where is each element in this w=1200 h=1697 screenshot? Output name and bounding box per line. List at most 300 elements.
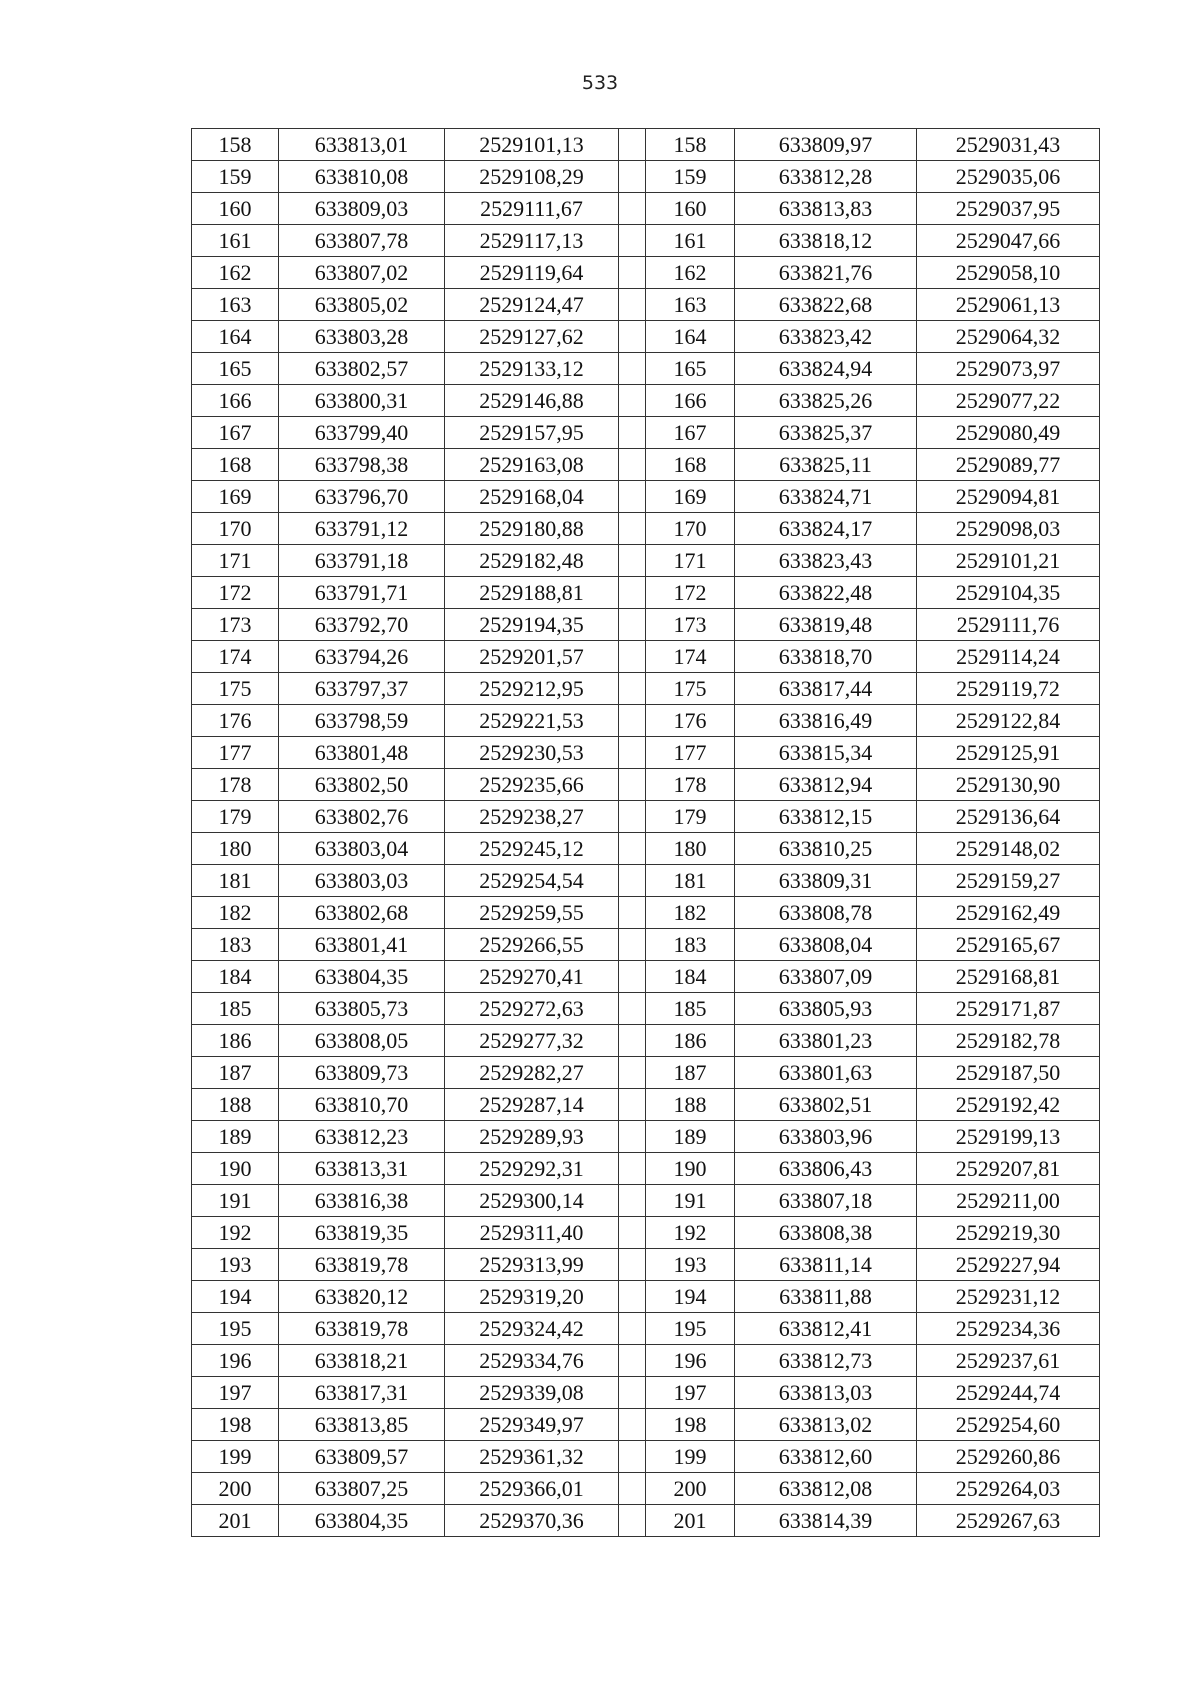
table-row	[192, 353, 1100, 385]
table-row	[192, 1505, 1100, 1537]
x-coordinate-cell: 633823,42	[735, 321, 917, 353]
table-row	[192, 225, 1100, 257]
point-number-cell: 165	[192, 353, 279, 385]
x-coordinate-cell: 633808,05	[279, 1025, 445, 1057]
point-number-cell: 187	[646, 1057, 735, 1089]
y-coordinate-cell: 2529165,67	[917, 929, 1100, 961]
point-number-cell: 195	[192, 1313, 279, 1345]
y-coordinate-cell: 2529080,49	[917, 417, 1100, 449]
point-number-cell: 196	[646, 1345, 735, 1377]
x-coordinate-cell: 633822,68	[735, 289, 917, 321]
x-coordinate-cell: 633807,78	[279, 225, 445, 257]
spacer-cell	[619, 1345, 646, 1377]
x-coordinate-cell: 633802,50	[279, 769, 445, 801]
spacer-cell	[619, 961, 646, 993]
y-coordinate-cell: 2529194,35	[445, 609, 619, 641]
y-coordinate-cell: 2529037,95	[917, 193, 1100, 225]
table-row	[192, 737, 1100, 769]
y-coordinate-cell: 2529245,12	[445, 833, 619, 865]
spacer-cell	[619, 609, 646, 641]
x-coordinate-cell: 633812,08	[735, 1473, 917, 1505]
table-row	[192, 513, 1100, 545]
point-number-cell: 159	[192, 161, 279, 193]
table-row	[192, 1441, 1100, 1473]
point-number-cell: 171	[646, 545, 735, 577]
x-coordinate-cell: 633811,88	[735, 1281, 917, 1313]
point-number-cell: 192	[646, 1217, 735, 1249]
y-coordinate-cell: 2529207,81	[917, 1153, 1100, 1185]
x-coordinate-cell: 633820,12	[279, 1281, 445, 1313]
x-coordinate-cell: 633805,02	[279, 289, 445, 321]
spacer-cell	[619, 161, 646, 193]
x-coordinate-cell: 633818,21	[279, 1345, 445, 1377]
x-coordinate-cell: 633803,28	[279, 321, 445, 353]
point-number-cell: 191	[646, 1185, 735, 1217]
table-row	[192, 769, 1100, 801]
table-row	[192, 1345, 1100, 1377]
x-coordinate-cell: 633818,70	[735, 641, 917, 673]
point-number-cell: 193	[192, 1249, 279, 1281]
x-coordinate-cell: 633819,35	[279, 1217, 445, 1249]
x-coordinate-cell: 633798,38	[279, 449, 445, 481]
table-row	[192, 865, 1100, 897]
table-row	[192, 1153, 1100, 1185]
x-coordinate-cell: 633800,31	[279, 385, 445, 417]
spacer-cell	[619, 1441, 646, 1473]
x-coordinate-cell: 633802,68	[279, 897, 445, 929]
x-coordinate-cell: 633802,76	[279, 801, 445, 833]
spacer-cell	[619, 673, 646, 705]
x-coordinate-cell: 633812,23	[279, 1121, 445, 1153]
point-number-cell: 183	[192, 929, 279, 961]
table-row	[192, 385, 1100, 417]
point-number-cell: 188	[192, 1089, 279, 1121]
spacer-cell	[619, 1249, 646, 1281]
x-coordinate-cell: 633802,57	[279, 353, 445, 385]
y-coordinate-cell: 2529094,81	[917, 481, 1100, 513]
spacer-cell	[619, 513, 646, 545]
spacer-cell	[619, 801, 646, 833]
spacer-cell	[619, 321, 646, 353]
table-row	[192, 1249, 1100, 1281]
x-coordinate-cell: 633824,17	[735, 513, 917, 545]
spacer-cell	[619, 193, 646, 225]
y-coordinate-cell: 2529111,76	[917, 609, 1100, 641]
y-coordinate-cell: 2529089,77	[917, 449, 1100, 481]
x-coordinate-cell: 633813,31	[279, 1153, 445, 1185]
y-coordinate-cell: 2529230,53	[445, 737, 619, 769]
point-number-cell: 177	[646, 737, 735, 769]
y-coordinate-cell: 2529182,48	[445, 545, 619, 577]
y-coordinate-cell: 2529235,66	[445, 769, 619, 801]
spacer-cell	[619, 993, 646, 1025]
x-coordinate-cell: 633799,40	[279, 417, 445, 449]
point-number-cell: 185	[646, 993, 735, 1025]
spacer-cell	[619, 1473, 646, 1505]
y-coordinate-cell: 2529272,63	[445, 993, 619, 1025]
point-number-cell: 184	[192, 961, 279, 993]
x-coordinate-cell: 633804,35	[279, 1505, 445, 1537]
y-coordinate-cell: 2529244,74	[917, 1377, 1100, 1409]
y-coordinate-cell: 2529313,99	[445, 1249, 619, 1281]
y-coordinate-cell: 2529324,42	[445, 1313, 619, 1345]
point-number-cell: 170	[192, 513, 279, 545]
x-coordinate-cell: 633812,28	[735, 161, 917, 193]
x-coordinate-cell: 633804,35	[279, 961, 445, 993]
y-coordinate-cell: 2529104,35	[917, 577, 1100, 609]
point-number-cell: 162	[646, 257, 735, 289]
spacer-cell	[619, 449, 646, 481]
table-row	[192, 961, 1100, 993]
x-coordinate-cell: 633815,34	[735, 737, 917, 769]
y-coordinate-cell: 2529339,08	[445, 1377, 619, 1409]
x-coordinate-cell: 633816,49	[735, 705, 917, 737]
point-number-cell: 166	[646, 385, 735, 417]
table-row	[192, 1089, 1100, 1121]
x-coordinate-cell: 633805,93	[735, 993, 917, 1025]
point-number-cell: 168	[192, 449, 279, 481]
table-row	[192, 1185, 1100, 1217]
y-coordinate-cell: 2529077,22	[917, 385, 1100, 417]
x-coordinate-cell: 633801,63	[735, 1057, 917, 1089]
y-coordinate-cell: 2529231,12	[917, 1281, 1100, 1313]
spacer-cell	[619, 1313, 646, 1345]
x-coordinate-cell: 633803,96	[735, 1121, 917, 1153]
point-number-cell: 181	[646, 865, 735, 897]
point-number-cell: 197	[646, 1377, 735, 1409]
point-number-cell: 174	[192, 641, 279, 673]
spacer-cell	[619, 1121, 646, 1153]
point-number-cell: 176	[192, 705, 279, 737]
y-coordinate-cell: 2529180,88	[445, 513, 619, 545]
point-number-cell: 189	[192, 1121, 279, 1153]
x-coordinate-cell: 633807,02	[279, 257, 445, 289]
x-coordinate-cell: 633809,97	[735, 129, 917, 161]
x-coordinate-cell: 633809,31	[735, 865, 917, 897]
y-coordinate-cell: 2529162,49	[917, 897, 1100, 929]
spacer-cell	[619, 897, 646, 929]
point-number-cell: 201	[192, 1505, 279, 1537]
point-number-cell: 171	[192, 545, 279, 577]
point-number-cell: 158	[646, 129, 735, 161]
y-coordinate-cell: 2529171,87	[917, 993, 1100, 1025]
point-number-cell: 161	[192, 225, 279, 257]
x-coordinate-cell: 633797,37	[279, 673, 445, 705]
y-coordinate-cell: 2529188,81	[445, 577, 619, 609]
x-coordinate-cell: 633809,73	[279, 1057, 445, 1089]
point-number-cell: 170	[646, 513, 735, 545]
y-coordinate-cell: 2529111,67	[445, 193, 619, 225]
table-row	[192, 929, 1100, 961]
y-coordinate-cell: 2529319,20	[445, 1281, 619, 1313]
x-coordinate-cell: 633798,59	[279, 705, 445, 737]
spacer-cell	[619, 545, 646, 577]
point-number-cell: 196	[192, 1345, 279, 1377]
point-number-cell: 190	[192, 1153, 279, 1185]
y-coordinate-cell: 2529182,78	[917, 1025, 1100, 1057]
spacer-cell	[619, 1089, 646, 1121]
table-row	[192, 545, 1100, 577]
point-number-cell: 177	[192, 737, 279, 769]
x-coordinate-cell: 633817,44	[735, 673, 917, 705]
x-coordinate-cell: 633813,03	[735, 1377, 917, 1409]
table-row	[192, 673, 1100, 705]
point-number-cell: 199	[646, 1441, 735, 1473]
x-coordinate-cell: 633812,15	[735, 801, 917, 833]
y-coordinate-cell: 2529117,13	[445, 225, 619, 257]
x-coordinate-cell: 633812,73	[735, 1345, 917, 1377]
point-number-cell: 164	[646, 321, 735, 353]
y-coordinate-cell: 2529035,06	[917, 161, 1100, 193]
point-number-cell: 175	[646, 673, 735, 705]
spacer-cell	[619, 929, 646, 961]
point-number-cell: 199	[192, 1441, 279, 1473]
point-number-cell: 188	[646, 1089, 735, 1121]
point-number-cell: 194	[192, 1281, 279, 1313]
spacer-cell	[619, 1185, 646, 1217]
x-coordinate-cell: 633801,41	[279, 929, 445, 961]
y-coordinate-cell: 2529168,04	[445, 481, 619, 513]
spacer-cell	[619, 1153, 646, 1185]
x-coordinate-cell: 633819,78	[279, 1249, 445, 1281]
spacer-cell	[619, 1281, 646, 1313]
x-coordinate-cell: 633807,25	[279, 1473, 445, 1505]
spacer-cell	[619, 1057, 646, 1089]
x-coordinate-cell: 633821,76	[735, 257, 917, 289]
y-coordinate-cell: 2529370,36	[445, 1505, 619, 1537]
y-coordinate-cell: 2529211,00	[917, 1185, 1100, 1217]
table-row	[192, 1313, 1100, 1345]
table-row	[192, 1217, 1100, 1249]
point-number-cell: 184	[646, 961, 735, 993]
point-number-cell: 200	[192, 1473, 279, 1505]
y-coordinate-cell: 2529125,91	[917, 737, 1100, 769]
x-coordinate-cell: 633813,01	[279, 129, 445, 161]
x-coordinate-cell: 633819,48	[735, 609, 917, 641]
spacer-cell	[619, 385, 646, 417]
y-coordinate-cell: 2529254,54	[445, 865, 619, 897]
spacer-cell	[619, 641, 646, 673]
y-coordinate-cell: 2529119,64	[445, 257, 619, 289]
point-number-cell: 169	[192, 481, 279, 513]
x-coordinate-cell: 633806,43	[735, 1153, 917, 1185]
coordinates-table	[191, 128, 1100, 1537]
x-coordinate-cell: 633791,18	[279, 545, 445, 577]
y-coordinate-cell: 2529159,27	[917, 865, 1100, 897]
x-coordinate-cell: 633803,04	[279, 833, 445, 865]
y-coordinate-cell: 2529199,13	[917, 1121, 1100, 1153]
y-coordinate-cell: 2529031,43	[917, 129, 1100, 161]
x-coordinate-cell: 633808,04	[735, 929, 917, 961]
y-coordinate-cell: 2529101,13	[445, 129, 619, 161]
table-row	[192, 609, 1100, 641]
x-coordinate-cell: 633824,94	[735, 353, 917, 385]
point-number-cell: 198	[646, 1409, 735, 1441]
table-row	[192, 993, 1100, 1025]
point-number-cell: 198	[192, 1409, 279, 1441]
table-row	[192, 801, 1100, 833]
point-number-cell: 178	[192, 769, 279, 801]
point-number-cell: 163	[646, 289, 735, 321]
y-coordinate-cell: 2529311,40	[445, 1217, 619, 1249]
point-number-cell: 165	[646, 353, 735, 385]
spacer-cell	[619, 577, 646, 609]
point-number-cell: 172	[646, 577, 735, 609]
x-coordinate-cell: 633825,26	[735, 385, 917, 417]
y-coordinate-cell: 2529277,32	[445, 1025, 619, 1057]
x-coordinate-cell: 633812,41	[735, 1313, 917, 1345]
table-row	[192, 1409, 1100, 1441]
x-coordinate-cell: 633818,12	[735, 225, 917, 257]
y-coordinate-cell: 2529212,95	[445, 673, 619, 705]
y-coordinate-cell: 2529136,64	[917, 801, 1100, 833]
y-coordinate-cell: 2529259,55	[445, 897, 619, 929]
y-coordinate-cell: 2529187,50	[917, 1057, 1100, 1089]
point-number-cell: 189	[646, 1121, 735, 1153]
x-coordinate-cell: 633810,25	[735, 833, 917, 865]
y-coordinate-cell: 2529282,27	[445, 1057, 619, 1089]
table-row	[192, 705, 1100, 737]
y-coordinate-cell: 2529292,31	[445, 1153, 619, 1185]
table-row	[192, 897, 1100, 929]
point-number-cell: 186	[646, 1025, 735, 1057]
y-coordinate-cell: 2529219,30	[917, 1217, 1100, 1249]
x-coordinate-cell: 633808,38	[735, 1217, 917, 1249]
point-number-cell: 182	[646, 897, 735, 929]
spacer-cell	[619, 865, 646, 897]
x-coordinate-cell: 633792,70	[279, 609, 445, 641]
point-number-cell: 183	[646, 929, 735, 961]
y-coordinate-cell: 2529061,13	[917, 289, 1100, 321]
y-coordinate-cell: 2529148,02	[917, 833, 1100, 865]
point-number-cell: 167	[646, 417, 735, 449]
x-coordinate-cell: 633813,85	[279, 1409, 445, 1441]
spacer-cell	[619, 769, 646, 801]
x-coordinate-cell: 633801,48	[279, 737, 445, 769]
point-number-cell: 174	[646, 641, 735, 673]
table-row	[192, 1121, 1100, 1153]
point-number-cell: 169	[646, 481, 735, 513]
x-coordinate-cell: 633796,70	[279, 481, 445, 513]
point-number-cell: 187	[192, 1057, 279, 1089]
point-number-cell: 179	[646, 801, 735, 833]
y-coordinate-cell: 2529047,66	[917, 225, 1100, 257]
x-coordinate-cell: 633794,26	[279, 641, 445, 673]
y-coordinate-cell: 2529130,90	[917, 769, 1100, 801]
x-coordinate-cell: 633812,94	[735, 769, 917, 801]
y-coordinate-cell: 2529260,86	[917, 1441, 1100, 1473]
x-coordinate-cell: 633817,31	[279, 1377, 445, 1409]
spacer-cell	[619, 225, 646, 257]
x-coordinate-cell: 633791,71	[279, 577, 445, 609]
x-coordinate-cell: 633801,23	[735, 1025, 917, 1057]
y-coordinate-cell: 2529133,12	[445, 353, 619, 385]
y-coordinate-cell: 2529237,61	[917, 1345, 1100, 1377]
y-coordinate-cell: 2529168,81	[917, 961, 1100, 993]
spacer-cell	[619, 1217, 646, 1249]
table-row	[192, 417, 1100, 449]
x-coordinate-cell: 633810,70	[279, 1089, 445, 1121]
spacer-cell	[619, 1377, 646, 1409]
point-number-cell: 163	[192, 289, 279, 321]
y-coordinate-cell: 2529266,55	[445, 929, 619, 961]
point-number-cell: 178	[646, 769, 735, 801]
x-coordinate-cell: 633807,18	[735, 1185, 917, 1217]
x-coordinate-cell: 633822,48	[735, 577, 917, 609]
spacer-cell	[619, 257, 646, 289]
x-coordinate-cell: 633813,83	[735, 193, 917, 225]
point-number-cell: 172	[192, 577, 279, 609]
y-coordinate-cell: 2529334,76	[445, 1345, 619, 1377]
table-row	[192, 1025, 1100, 1057]
x-coordinate-cell: 633824,71	[735, 481, 917, 513]
point-number-cell: 180	[192, 833, 279, 865]
table-row	[192, 321, 1100, 353]
x-coordinate-cell: 633810,08	[279, 161, 445, 193]
point-number-cell: 159	[646, 161, 735, 193]
x-coordinate-cell: 633825,11	[735, 449, 917, 481]
x-coordinate-cell: 633814,39	[735, 1505, 917, 1537]
point-number-cell: 192	[192, 1217, 279, 1249]
x-coordinate-cell: 633808,78	[735, 897, 917, 929]
spacer-cell	[619, 833, 646, 865]
spacer-cell	[619, 417, 646, 449]
x-coordinate-cell: 633811,14	[735, 1249, 917, 1281]
y-coordinate-cell: 2529366,01	[445, 1473, 619, 1505]
coordinates-table-body	[192, 129, 1100, 1537]
point-number-cell: 175	[192, 673, 279, 705]
point-number-cell: 191	[192, 1185, 279, 1217]
table-row	[192, 641, 1100, 673]
point-number-cell: 193	[646, 1249, 735, 1281]
point-number-cell: 173	[192, 609, 279, 641]
table-row	[192, 129, 1100, 161]
table-row	[192, 577, 1100, 609]
point-number-cell: 190	[646, 1153, 735, 1185]
spacer-cell	[619, 289, 646, 321]
point-number-cell: 158	[192, 129, 279, 161]
x-coordinate-cell: 633812,60	[735, 1441, 917, 1473]
y-coordinate-cell: 2529119,72	[917, 673, 1100, 705]
y-coordinate-cell: 2529287,14	[445, 1089, 619, 1121]
y-coordinate-cell: 2529114,24	[917, 641, 1100, 673]
table-row	[192, 1473, 1100, 1505]
y-coordinate-cell: 2529146,88	[445, 385, 619, 417]
table-row	[192, 1377, 1100, 1409]
point-number-cell: 180	[646, 833, 735, 865]
x-coordinate-cell: 633819,78	[279, 1313, 445, 1345]
x-coordinate-cell: 633825,37	[735, 417, 917, 449]
spacer-cell	[619, 705, 646, 737]
point-number-cell: 161	[646, 225, 735, 257]
y-coordinate-cell: 2529163,08	[445, 449, 619, 481]
x-coordinate-cell: 633791,12	[279, 513, 445, 545]
point-number-cell: 186	[192, 1025, 279, 1057]
y-coordinate-cell: 2529238,27	[445, 801, 619, 833]
point-number-cell: 168	[646, 449, 735, 481]
table-row	[192, 193, 1100, 225]
y-coordinate-cell: 2529124,47	[445, 289, 619, 321]
point-number-cell: 179	[192, 801, 279, 833]
y-coordinate-cell: 2529108,29	[445, 161, 619, 193]
table-row	[192, 289, 1100, 321]
table-row	[192, 833, 1100, 865]
table-row	[192, 481, 1100, 513]
x-coordinate-cell: 633802,51	[735, 1089, 917, 1121]
point-number-cell: 160	[192, 193, 279, 225]
point-number-cell: 164	[192, 321, 279, 353]
table-row	[192, 1281, 1100, 1313]
